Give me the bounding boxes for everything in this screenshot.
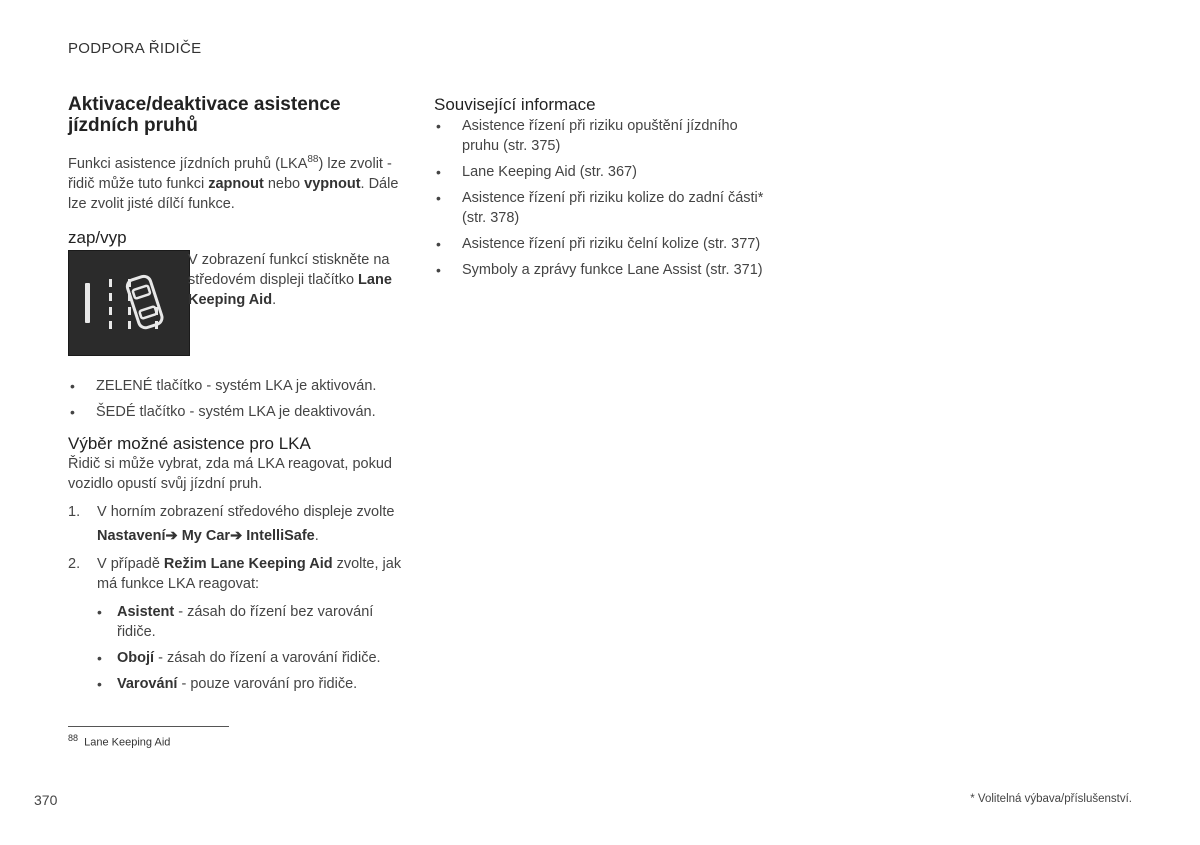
option-desc: - pouze varování pro řidiče. (177, 675, 358, 692)
running-head: PODPORA ŘIDIČE (68, 40, 202, 57)
intro-part: . Dále lze zvolit jisté dílčí funkce. (68, 175, 399, 212)
left-column (68, 94, 408, 694)
page-number: 370 (34, 792, 58, 808)
keyword-off: vypnout (304, 175, 361, 192)
choice-heading: Výběr možné asistence pro LKA (68, 433, 311, 453)
step-2-c: zvolte, jak má funkce LKA reagovat: (97, 555, 402, 592)
bullet-icon: • (97, 649, 102, 666)
path-settings: Nastavení (97, 527, 166, 544)
status-list (68, 376, 408, 422)
related-heading: Související informace (434, 95, 596, 114)
menu-path (97, 526, 408, 546)
section-title: Aktivace/deaktivace asistence jízdních pruhů (68, 94, 341, 136)
option-item (97, 674, 408, 694)
related-link[interactable] (434, 162, 764, 182)
step-number: 2. (68, 555, 81, 572)
related-link-text[interactable]: Asistence řízení při riziku opuštění jízdního pruhu (str. 375) (462, 118, 738, 154)
related-link-text[interactable]: Symboly a zprávy funkce Lane Assist (str. 371) (462, 262, 763, 278)
lane-keeping-aid-icon-graphic (69, 251, 189, 355)
bullet-icon: • (436, 262, 441, 278)
option-label: Obojí (117, 649, 155, 666)
related-link[interactable] (434, 188, 764, 228)
intro-paragraph (68, 150, 408, 214)
status-green-text: ZELENÉ tlačítko - systém LKA je aktivován. (96, 377, 377, 394)
bullet-icon: • (436, 236, 441, 252)
step-1-text: V horním zobrazení středového displeje zvolte (97, 503, 395, 520)
path-intellisafe: IntelliSafe (246, 527, 315, 544)
footnote-divider (68, 726, 229, 727)
option-item (97, 602, 408, 642)
bullet-icon: • (97, 603, 102, 620)
choice-text: Řidič si může vybrat, zda má LKA reagovat, pokud vozidlo opustí svůj jízdní pruh. (68, 455, 392, 492)
intro-part: Funkci asistence jízdních pruhů (LKA (68, 155, 308, 172)
option-desc: - zásah do řízení bez varování řidiče. (117, 603, 374, 640)
lane-keeping-aid-icon (68, 250, 190, 356)
bullet-icon: • (70, 403, 75, 420)
list-item (68, 376, 408, 396)
related-link-text[interactable]: Asistence řízení při riziku kolize do zadní části* (str. 378) (462, 190, 764, 226)
option-label: Varování (117, 675, 178, 692)
steps-list (68, 502, 408, 694)
zap-instruction (188, 250, 408, 310)
intro-part: ) lze zvolit - řidič může tuto funkci (68, 155, 392, 192)
optional-equipment-note: * Volitelná výbava/příslušenství. (970, 793, 1132, 805)
bullet-icon: • (70, 377, 75, 394)
intro-part: nebo (263, 175, 305, 192)
options-list (97, 602, 408, 694)
bullet-icon: • (436, 190, 441, 206)
footnote (68, 733, 170, 749)
related-list (434, 116, 764, 280)
step-2-a: V případě (97, 555, 164, 572)
bullet-icon: • (436, 164, 441, 180)
zap-heading: zap/vyp (68, 227, 127, 247)
related-link-text[interactable]: Lane Keeping Aid (str. 367) (462, 164, 637, 180)
footnote-text: Lane Keeping Aid (84, 736, 171, 749)
path-my-car: My Car (181, 527, 231, 544)
zap-text-a: V zobrazení funkcí stiskněte na středovém displeji tlačítko (188, 251, 390, 288)
path-end: . (314, 527, 319, 544)
footnote-ref[interactable]: 88 (307, 154, 319, 165)
related-link-text[interactable]: Asistence řízení při riziku čelní kolize (str. 377) (462, 236, 761, 252)
related-link[interactable] (434, 234, 764, 254)
bullet-icon: • (436, 118, 441, 134)
arrow-right-icon: ➔ (165, 527, 178, 544)
footnote-number: 88 (68, 733, 79, 743)
step-number: 1. (68, 503, 81, 520)
lane-keeping-aid-label: Lane Keeping Aid (188, 271, 392, 308)
bullet-icon: • (97, 675, 102, 692)
zap-block (68, 250, 408, 362)
zap-text-c: . (272, 291, 277, 308)
option-item (97, 648, 408, 668)
step-1 (68, 502, 408, 546)
option-label: Asistent (117, 603, 175, 620)
related-info (434, 95, 764, 280)
list-item (68, 402, 408, 422)
option-desc: - zásah do řízení a varování řidiče. (154, 649, 381, 666)
step-2 (68, 554, 408, 694)
status-grey-text: ŠEDÉ tlačítko - systém LKA je deaktivován. (96, 403, 376, 420)
arrow-right-icon: ➔ (230, 527, 243, 544)
related-link[interactable] (434, 116, 764, 156)
related-link[interactable] (434, 260, 764, 280)
lka-mode-label: Režim Lane Keeping Aid (163, 555, 333, 572)
keyword-on: zapnout (208, 175, 264, 192)
